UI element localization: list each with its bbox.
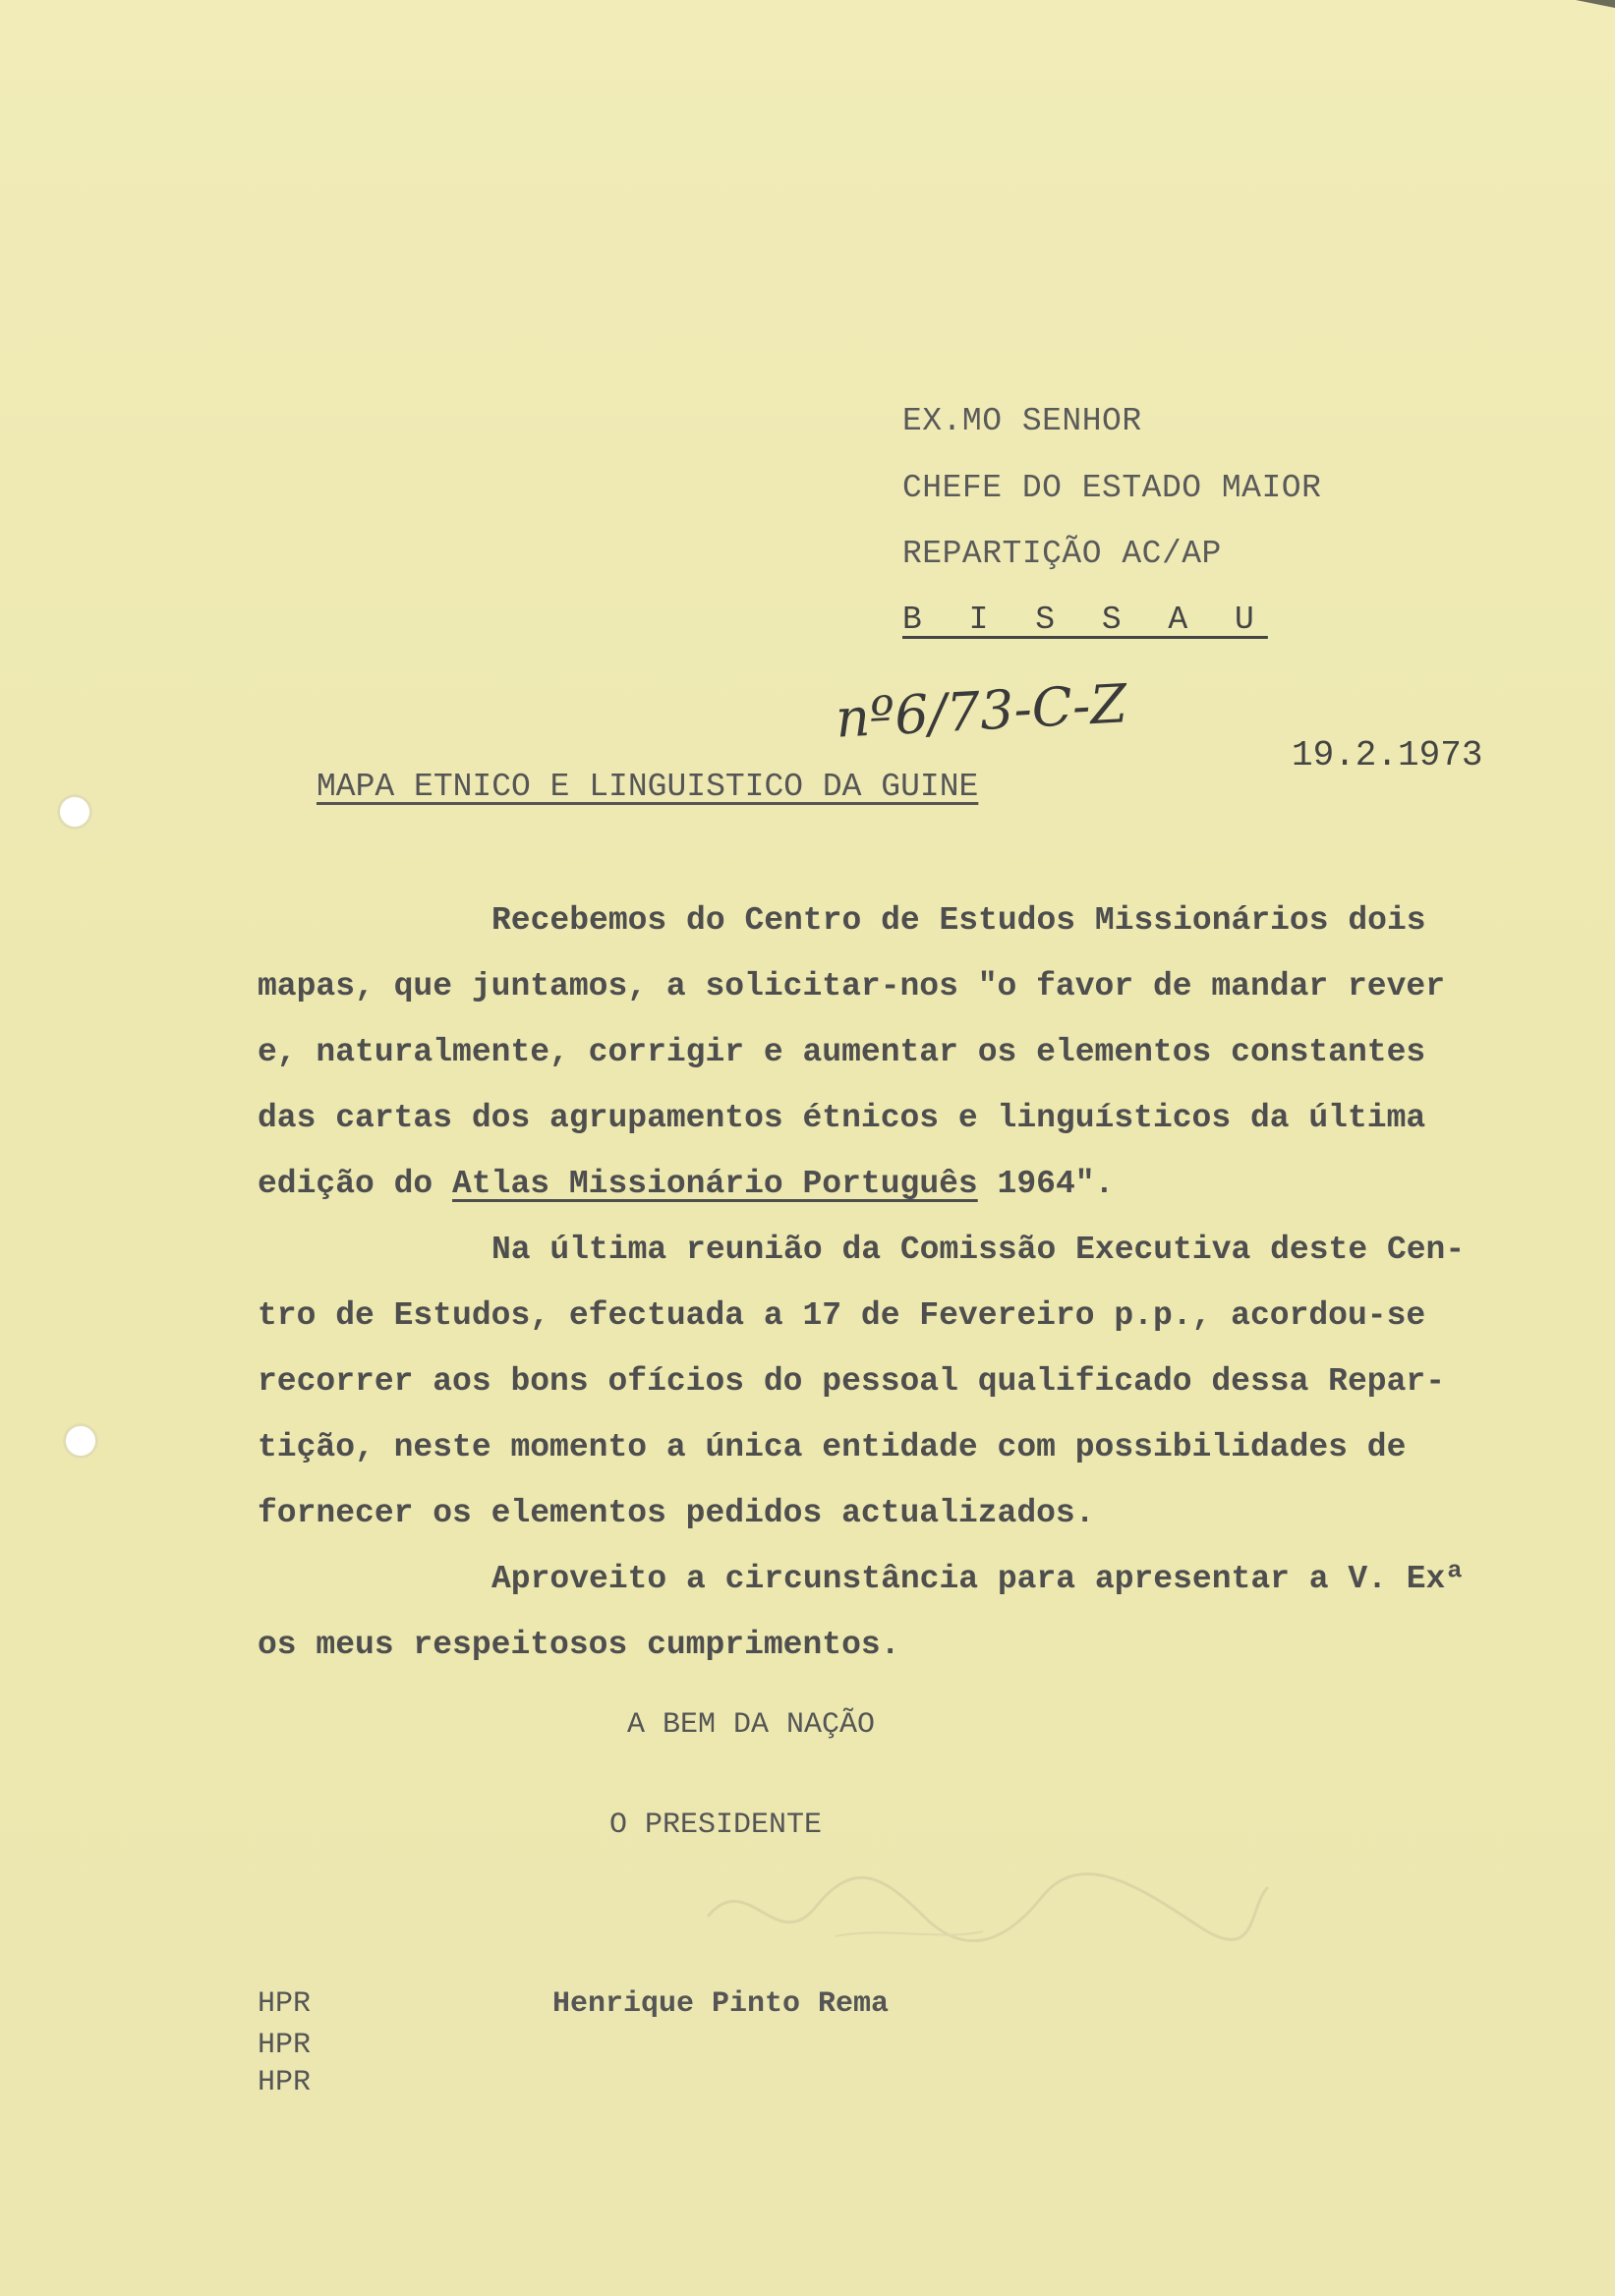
address-line-2: CHEFE DO ESTADO MAIOR [902,470,1322,506]
body-line [258,1166,1114,1202]
signatory-name: Henrique Pinto Rema [552,1987,890,2021]
address-line-3: REPARTIÇÃO AC/AP [902,536,1222,572]
letter-date: 19.2.1973 [1292,735,1483,775]
body-line: Aproveito a circunstância para apresentar a V. Exª [491,1561,1466,1597]
initials-line: HPR [258,2029,312,2062]
atlas-title: Atlas Missionário Português [452,1166,978,1202]
body-line: os meus respeitosos cumprimentos. [258,1627,900,1663]
closing-motto: A BEM DA NAÇÃO [627,1708,876,1742]
body-line: mapas, que juntamos, a solicitar-nos "o favor de mandar rever [258,968,1445,1004]
letter-subject: MAPA ETNICO E LINGUISTICO DA GUINE [317,769,979,805]
body-line: Na última reunião da Comissão Executiva deste Cen- [491,1232,1466,1268]
punch-hole-top [57,794,92,830]
closing-role: O PRESIDENTE [609,1808,823,1842]
body-line: recorrer aos bons ofícios do pessoal qualificado dessa Repar- [258,1363,1445,1400]
faint-signature [688,1848,1278,1966]
body-text: 1964". [977,1166,1115,1202]
punch-hole-bottom [63,1423,98,1459]
body-line: das cartas dos agrupamentos étnicos e linguísticos da última [258,1100,1426,1136]
body-line: tição, neste momento a única entidade com possibilidades de [258,1429,1407,1465]
body-line: fornecer os elementos pedidos actualizados. [258,1495,1095,1531]
handwritten-reference: nº6/73-C-Z [834,672,1129,750]
body-line: e, naturalmente, corrigir e aumentar os elementos constantes [258,1034,1426,1070]
corner-tear-mark [1576,0,1615,16]
body-line: tro de Estudos, efectuada a 17 de Fevereiro p.p., acordou-se [258,1297,1426,1334]
address-line-1: EX.MO SENHOR [902,403,1142,439]
body-line: Recebemos do Centro de Estudos Missionários dois [491,902,1426,939]
initials-line: HPR [258,2066,312,2099]
address-city: B I S S A U [902,602,1268,638]
initials-line: HPR [258,1987,312,2021]
body-text: edição do [258,1166,453,1202]
